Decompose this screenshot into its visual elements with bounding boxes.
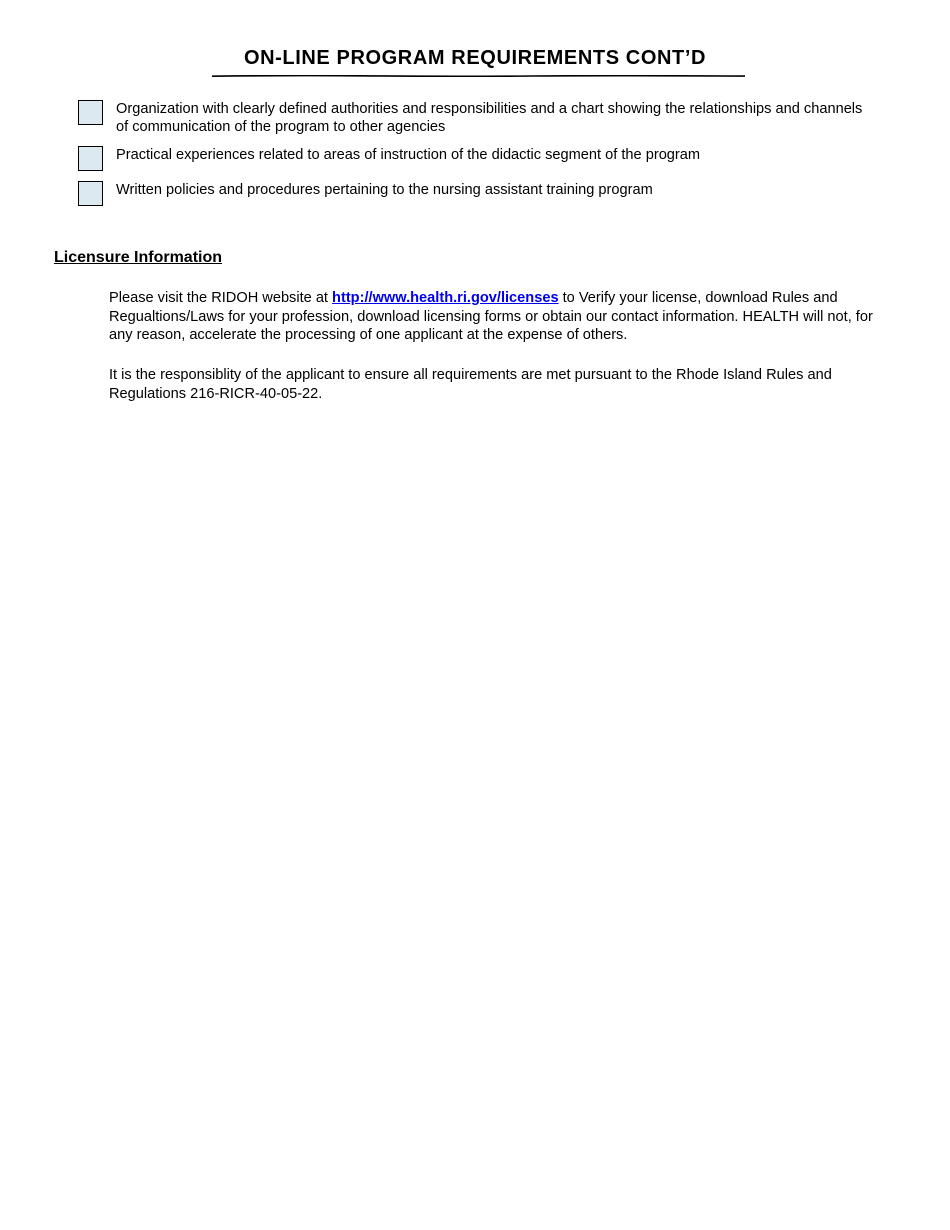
licensure-text-after-link: to Verify your license, download Rules and Regualtions/Laws for your profession, download licensing forms or obtain our contact information. HEALTH will not, for any reason, accelerate the processing of one applicant at the expense of others. — [109, 290, 873, 343]
ridoh-licenses-link[interactable]: http://www.health.ri.gov/licenses — [332, 290, 559, 306]
checklist-item-label: Written policies and procedures pertaining to the nursing assistant training program — [116, 182, 653, 198]
licensure-text-before-link: Please visit the RIDOH website at — [109, 290, 333, 306]
checkbox[interactable] — [78, 146, 103, 171]
checklist-item-label: Practical experiences related to areas of instruction of the didactic segment of the program — [116, 147, 701, 163]
checklist-item — [78, 98, 878, 136]
checkbox[interactable] — [78, 181, 103, 206]
page-title: ON-LINE PROGRAM REQUIREMENTS CONT’D — [243, 47, 707, 69]
title-underline — [212, 75, 745, 77]
requirements-checklist — [78, 98, 878, 214]
licensure-heading: Licensure Information — [54, 249, 223, 266]
checklist-item-label: Organization with clearly defined authorities and responsibilities and a chart showing the relationships and channels of communication of the program to other agencies — [116, 101, 863, 135]
checklist-item — [78, 144, 878, 171]
checklist-item — [78, 179, 878, 206]
checkbox[interactable] — [78, 100, 103, 125]
responsibility-paragraph: It is the responsiblity of the applicant to ensure all requirements are met pursuant to the Rhode Island Rules and Regulations 216-RICR-40-05-22. — [109, 367, 832, 402]
licensure-paragraph — [109, 289, 884, 345]
